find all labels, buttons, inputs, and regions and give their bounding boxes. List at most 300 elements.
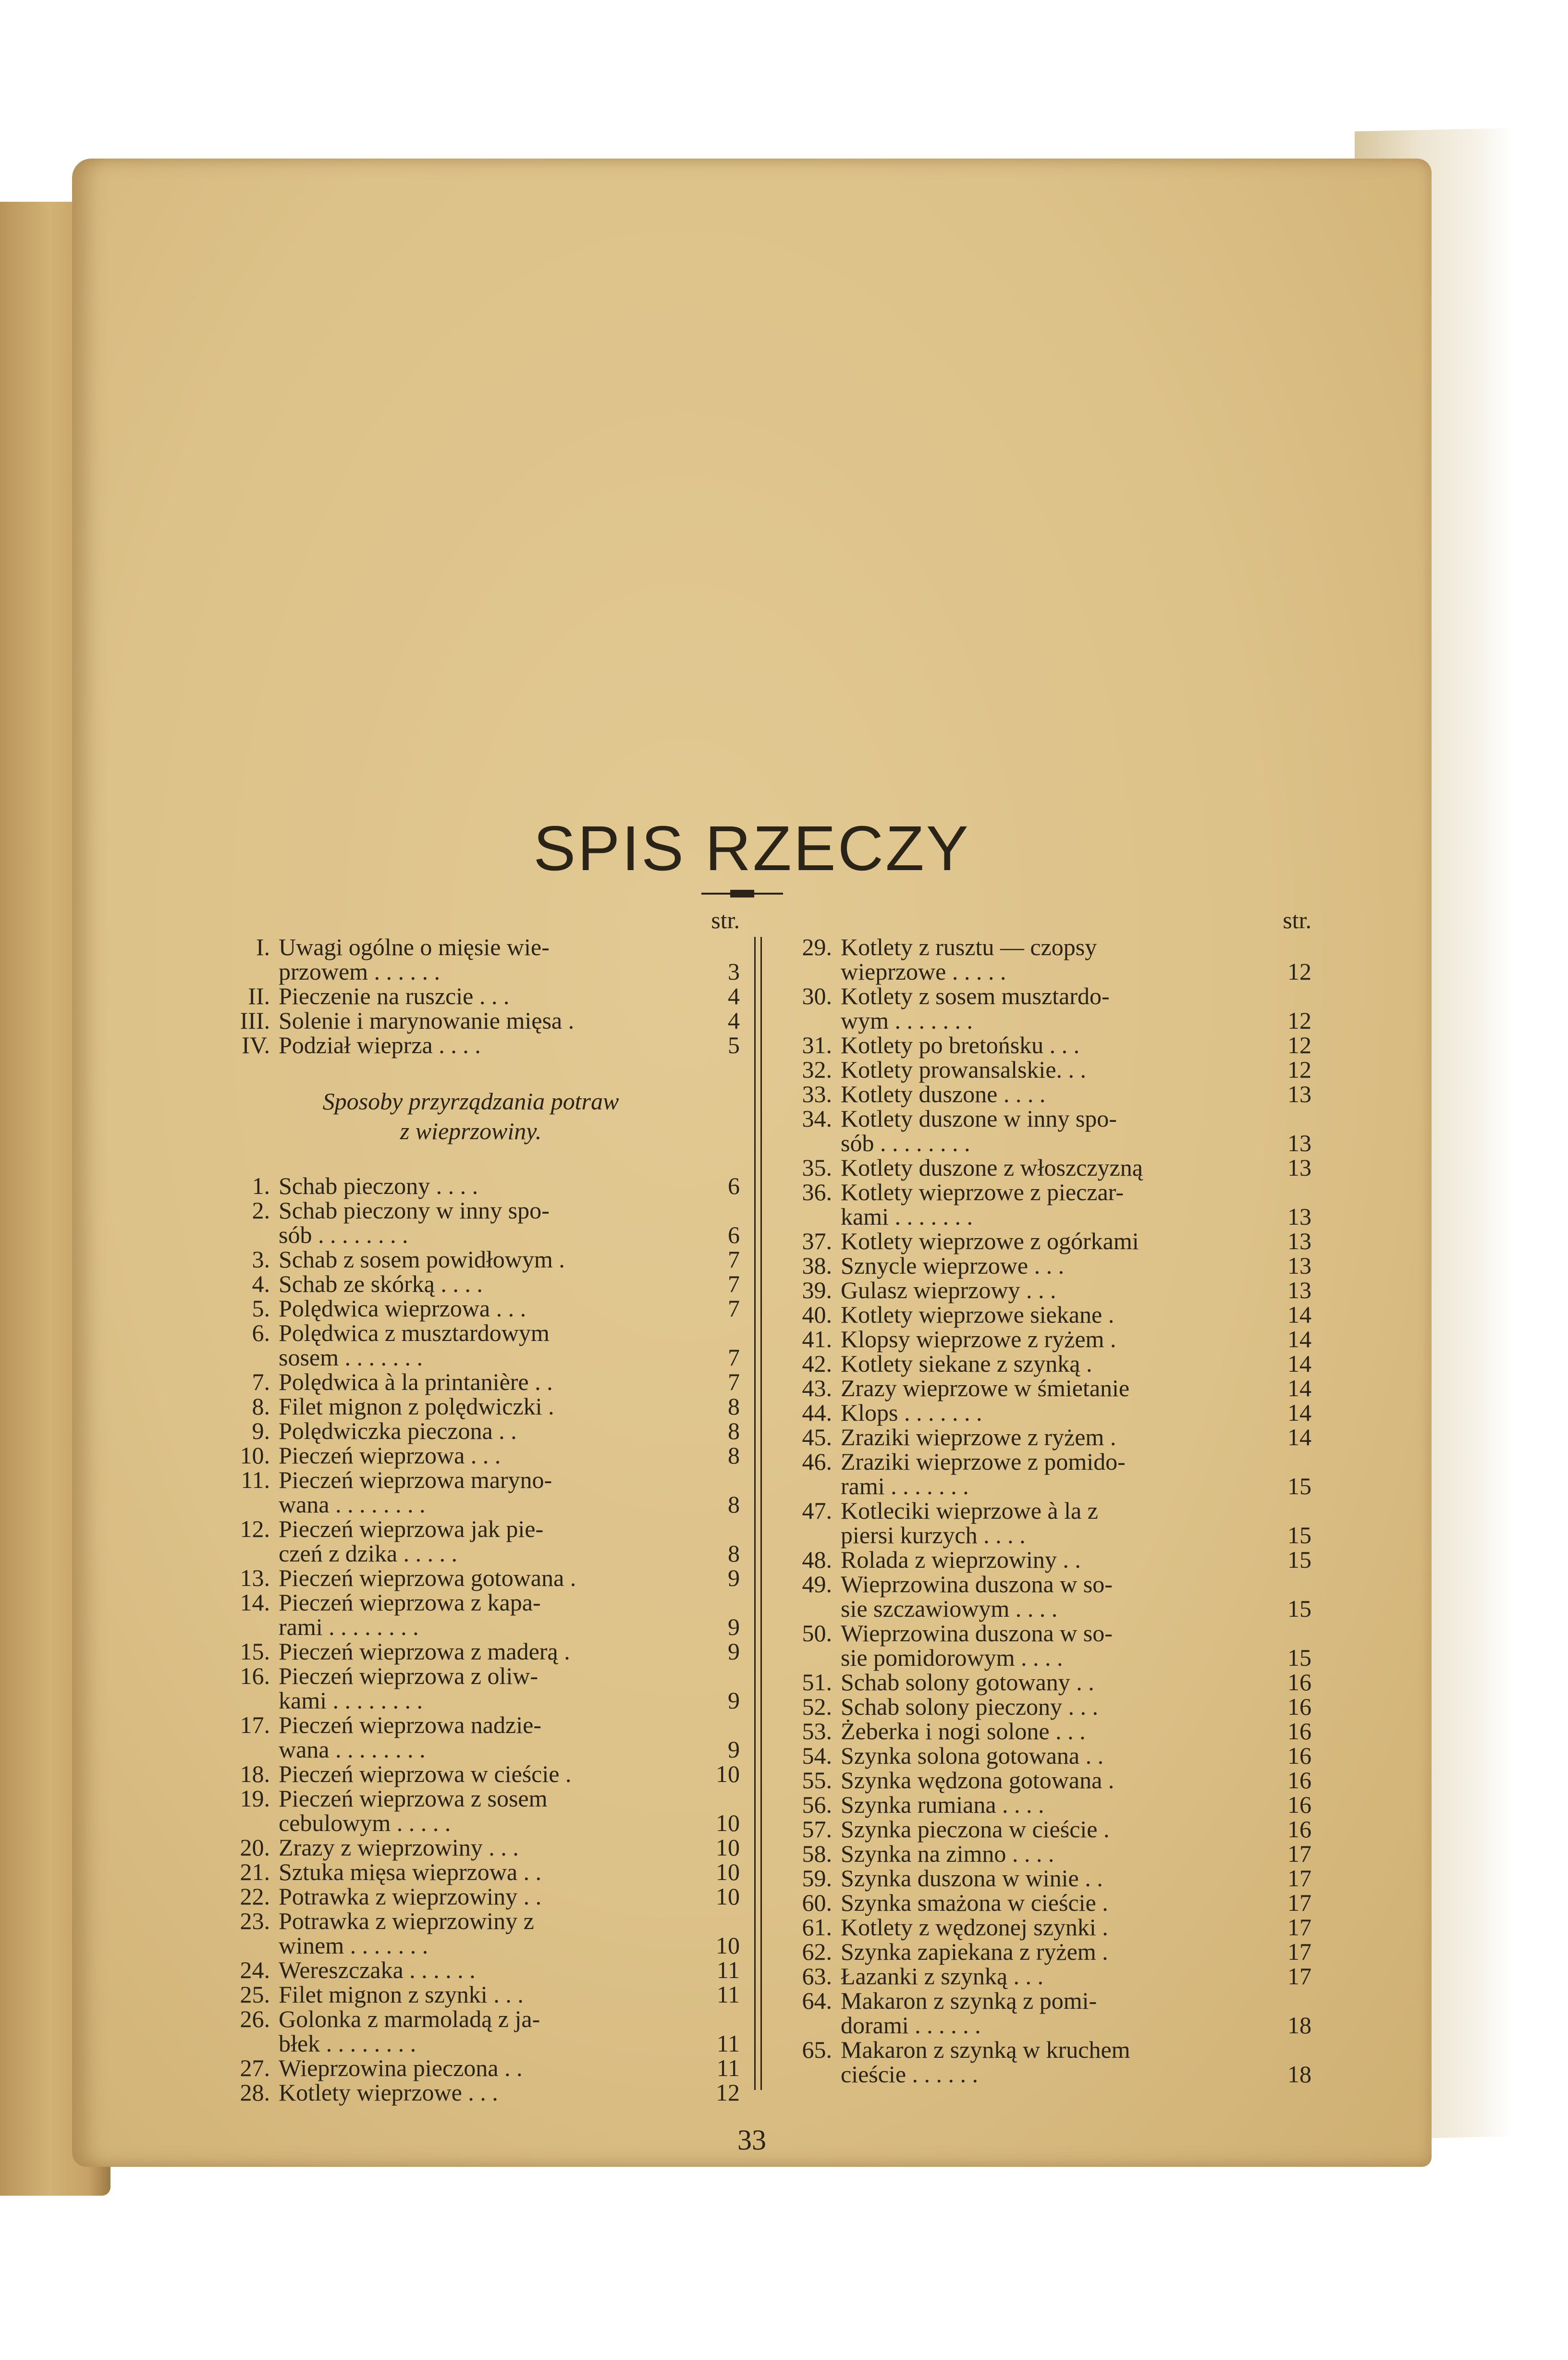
entry-page: 13 [1287, 1277, 1311, 1303]
entry-number: 52. [802, 1693, 832, 1720]
toc-entry [793, 1254, 1311, 1278]
entry-title: Klopsy wieprzowe z ryżem . [841, 1326, 1116, 1352]
toc-entry [793, 2013, 1311, 2038]
entry-number: 63. [802, 1963, 832, 1990]
entry-page: 4 [728, 1007, 740, 1034]
entry-page: 14 [1287, 1326, 1311, 1352]
entry-number: 5. [252, 1295, 270, 1322]
toc-entry [231, 1639, 740, 1664]
entry-page: 13 [1287, 1228, 1311, 1254]
toc-entry [793, 1425, 1311, 1450]
toc-entry [793, 1891, 1311, 1915]
toc-entry [793, 1155, 1311, 1180]
toc-entry [793, 1744, 1311, 1768]
entry-title: Zraziki wieprzowe z pomido- [841, 1448, 1126, 1475]
toc-entry [231, 1174, 740, 1198]
entry-title: Klops . . . . . . . [841, 1399, 982, 1426]
entry-title: Potrawka z wieprzowiny z [279, 1907, 534, 1934]
toc-entry [793, 1033, 1311, 1057]
toc-entry [231, 2007, 740, 2031]
toc-entry [793, 1964, 1311, 1989]
entry-page: 13 [1287, 1081, 1311, 1107]
entry-number: 47. [802, 1497, 832, 1524]
toc-entry [231, 1296, 740, 1321]
entry-page: 15 [1287, 1595, 1311, 1622]
entry-title: Szynka pieczona w cieście . [841, 1816, 1110, 1843]
entry-title: Żeberka i nogi solone . . . [841, 1718, 1086, 1745]
entry-page: 12 [716, 2079, 740, 2106]
recipes-list [793, 935, 1311, 2087]
entry-number: 13. [240, 1564, 270, 1591]
entry-number: 39. [802, 1277, 832, 1303]
toc-entry [793, 1499, 1311, 1523]
entry-number: IV. [242, 1032, 270, 1058]
toc-entry [793, 1205, 1311, 1229]
toc-entry [231, 2056, 740, 2080]
entry-number: 28. [240, 2079, 270, 2106]
entry-title: Kotlety duszone w inny spo- [841, 1105, 1117, 1132]
entry-title: Łazanki z szynką . . . [841, 1963, 1044, 1990]
entry-number: 43. [802, 1375, 832, 1401]
entry-title: Pieczeń wieprzowa gotowana . [279, 1564, 576, 1591]
entry-title: sosem . . . . . . . [279, 1344, 423, 1371]
entry-number: 32. [802, 1056, 832, 1083]
entry-title: Sztuka mięsa wieprzowa . . [279, 1858, 542, 1885]
toc-entry [793, 1572, 1311, 1597]
entry-title: Kotlety po bretońsku . . . [841, 1032, 1080, 1058]
entry-title: Kotlety wieprzowe z pieczar- [841, 1179, 1124, 1205]
toc-entry [231, 1958, 740, 1982]
entry-title: Kotlety siekane z szynką . [841, 1350, 1092, 1377]
entry-title: sób . . . . . . . . [841, 1130, 970, 1156]
entry-page: 7 [728, 1368, 740, 1395]
toc-entry [231, 1321, 740, 1345]
entry-title: kami . . . . . . . [841, 1203, 973, 1230]
entry-title: Makaron z szynką w kruchem [841, 2036, 1130, 2063]
entry-number: 19. [240, 1785, 270, 1812]
entry-page: 15 [1287, 1644, 1311, 1671]
entry-number: 21. [240, 1858, 270, 1885]
entry-title: Pieczeń wieprzowa z sosem [279, 1785, 548, 1812]
entry-title: Schab solony pieczony . . . [841, 1693, 1099, 1720]
entry-number: 45. [802, 1424, 832, 1450]
toc-entry [793, 984, 1311, 1008]
entry-title: Schab z sosem powidłowym . [279, 1246, 565, 1273]
entry-number: 12. [240, 1515, 270, 1542]
toc-entry [793, 1303, 1311, 1327]
toc-entry [793, 1719, 1311, 1744]
entry-number: 31. [802, 1032, 832, 1058]
entry-number: 20. [240, 1834, 270, 1861]
toc-entry [231, 1370, 740, 1394]
entry-page: 16 [1287, 1791, 1311, 1818]
toc-entry [231, 1492, 740, 1517]
entry-title: Golonka z marmoladą z ja- [279, 2005, 540, 2032]
entry-number: 23. [240, 1907, 270, 1934]
entry-number: 60. [802, 1889, 832, 1916]
entry-page: 14 [1287, 1399, 1311, 1426]
toc-entry [231, 1713, 740, 1737]
entry-title: Szynka na zimno . . . . [841, 1840, 1054, 1867]
entry-number: 49. [802, 1571, 832, 1598]
toc-entry [231, 1223, 740, 1247]
entry-number: 35. [802, 1154, 832, 1181]
entry-title: czeń z dzika . . . . . [279, 1540, 458, 1567]
entry-page: 6 [728, 1221, 740, 1248]
entry-page: 5 [728, 1032, 740, 1058]
entry-page: 11 [716, 2054, 740, 2081]
entry-title: Polędwiczka pieczona . . [279, 1417, 517, 1444]
entry-title: rami . . . . . . . [841, 1473, 969, 1500]
entry-page: 7 [728, 1344, 740, 1371]
entry-page: 13 [1287, 1203, 1311, 1230]
page-title: SPIS RZECZY [533, 813, 970, 884]
toc-entry [231, 1247, 740, 1272]
entry-title: Szynka duszona w winie . . [841, 1865, 1103, 1892]
entry-title: Szynka smażona w cieście . [841, 1889, 1108, 1916]
entry-page: 16 [1287, 1669, 1311, 1696]
entry-number: 46. [802, 1448, 832, 1475]
entry-title: Uwagi ogólne o mięsie wie- [279, 934, 550, 960]
entry-title: Kotlety z wędzonej szynki . [841, 1914, 1108, 1941]
entry-title: kami . . . . . . . . [279, 1687, 423, 1714]
entry-page: 17 [1287, 1914, 1311, 1941]
entry-number: 61. [802, 1914, 832, 1941]
entry-number: 17. [240, 1711, 270, 1738]
entry-title: wana . . . . . . . . [279, 1491, 426, 1518]
toc-entry [793, 1082, 1311, 1106]
entry-number: 64. [802, 1987, 832, 2014]
entry-page: 8 [728, 1540, 740, 1567]
toc-entry [231, 1909, 740, 1933]
entry-number: 24. [240, 1956, 270, 1983]
entry-number: 65. [802, 2036, 832, 2063]
toc-entry [231, 1419, 740, 1443]
entry-page: 11 [716, 1981, 740, 2008]
toc-entry [231, 1541, 740, 1566]
entry-number: 9. [252, 1417, 270, 1444]
entry-title: rami . . . . . . . . [279, 1613, 419, 1640]
entry-number: III. [240, 1007, 270, 1034]
entry-page: 12 [1287, 958, 1311, 985]
entry-number: 36. [802, 1179, 832, 1205]
toc-entry [231, 1737, 740, 1762]
entry-page: 7 [728, 1246, 740, 1273]
toc-entry [793, 959, 1311, 984]
entry-page: 4 [728, 983, 740, 1009]
entry-number: 42. [802, 1350, 832, 1377]
entry-page: 13 [1287, 1252, 1311, 1279]
entry-page: 10 [716, 1932, 740, 1959]
entry-title: Kotlety duszone z włoszczyzną [841, 1154, 1143, 1181]
toc-entry [793, 2038, 1311, 2062]
entry-title: Szynka solona gotowana . . [841, 1742, 1104, 1769]
toc-entry [231, 1566, 740, 1590]
entry-title: Kotlety duszone . . . . [841, 1081, 1046, 1107]
entry-number: 53. [802, 1718, 832, 1745]
entry-number: 16. [240, 1662, 270, 1689]
entry-title: cebulowym . . . . . [279, 1809, 451, 1836]
entry-title: Rolada z wieprzowiny . . [841, 1546, 1081, 1573]
entry-title: Schab solony gotowany . . [841, 1669, 1094, 1696]
entry-page: 7 [728, 1295, 740, 1322]
entry-title: Polędwica z musztardowym [279, 1319, 550, 1346]
toc-entry [231, 1272, 740, 1296]
toc-entry [793, 1621, 1311, 1646]
entry-title: Solenie i marynowanie mięsa . [279, 1007, 575, 1034]
entry-title: Kotlety prowansalskie. . . [841, 1056, 1087, 1083]
entry-page: 12 [1287, 1056, 1311, 1083]
entry-number: 59. [802, 1865, 832, 1892]
toc-entry [231, 1394, 740, 1419]
entry-number: 8. [252, 1393, 270, 1420]
entry-title: Makaron z szynką z pomi- [841, 1987, 1097, 2014]
entry-page: 10 [716, 1883, 740, 1910]
entry-page: 15 [1287, 1522, 1311, 1549]
entry-title: sób . . . . . . . . [279, 1221, 408, 1248]
entry-title: Wereszczaka . . . . . . [279, 1956, 476, 1983]
entry-title: Pieczeń wieprzowa jak pie- [279, 1515, 544, 1542]
entry-title: Gulasz wieprzowy . . . [841, 1277, 1056, 1303]
toc-entry [231, 935, 740, 959]
entry-page: 9 [728, 1564, 740, 1591]
entry-number: 7. [252, 1368, 270, 1395]
entry-number: 26. [240, 2005, 270, 2032]
section-heading-line: z wieprzowiny. [400, 1118, 542, 1144]
entry-title: Pieczeń wieprzowa w cieście . [279, 1760, 572, 1787]
toc-entry [793, 1646, 1311, 1670]
toc-entry [793, 1670, 1311, 1695]
toc-entry [231, 1615, 740, 1639]
toc-entry [231, 959, 740, 984]
entry-title: Wieprzowina duszona w so- [841, 1571, 1113, 1598]
title-ornament-rule [701, 893, 783, 895]
entry-page: 17 [1287, 1865, 1311, 1892]
entry-page: 9 [728, 1613, 740, 1640]
entry-title: Pieczeń wieprzowa . . . [279, 1442, 501, 1469]
entry-title: Pieczenie na ruszcie . . . [279, 983, 510, 1009]
entry-page: 12 [1287, 1007, 1311, 1034]
page-column-header: str. [711, 907, 740, 934]
entry-title: Kotlety wieprzowe siekane . [841, 1301, 1115, 1328]
entry-title: cieście . . . . . . [841, 2061, 979, 2088]
entry-title: piersi kurzych . . . . [841, 1522, 1026, 1549]
toc-entry [231, 1835, 740, 1860]
toc-entry [231, 1517, 740, 1541]
toc-entry [231, 1762, 740, 1786]
entry-number: 40. [802, 1301, 832, 1328]
toc-entry [793, 1229, 1311, 1254]
entry-title: Kotlety z sosem musztardo- [841, 983, 1110, 1009]
entry-title: sie szczawiowym . . . . [841, 1595, 1058, 1622]
entry-number: 37. [802, 1228, 832, 1254]
entry-title: dorami . . . . . . [841, 2012, 981, 2039]
entry-title: wieprzowe . . . . . [841, 958, 1006, 985]
entry-page: 10 [716, 1858, 740, 1885]
entry-page: 11 [716, 2030, 740, 2057]
toc-entry [231, 1811, 740, 1835]
entry-number: 48. [802, 1546, 832, 1573]
entry-page: 10 [716, 1834, 740, 1861]
toc-entry [793, 1940, 1311, 1964]
entry-page: 14 [1287, 1301, 1311, 1328]
section-heading [231, 1086, 740, 1146]
toc-entry [793, 1352, 1311, 1376]
toc-entry [793, 1842, 1311, 1866]
toc-entry [793, 1180, 1311, 1205]
entry-number: 15. [240, 1638, 270, 1665]
toc-entry [793, 1866, 1311, 1891]
entry-number: 14. [240, 1589, 270, 1616]
toc-entry [231, 1786, 740, 1811]
toc-entry [231, 1860, 740, 1884]
toc-entry [231, 2031, 740, 2056]
entry-title: Polędwica wieprzowa . . . [279, 1295, 527, 1322]
entry-page: 12 [1287, 1032, 1311, 1058]
toc-entry [793, 1057, 1311, 1082]
entry-title: Schab pieczony w inny spo- [279, 1197, 550, 1224]
entry-title: Kotlety wieprzowe z ogórkami [841, 1228, 1139, 1254]
entry-title: Podział wieprza . . . . [279, 1032, 481, 1058]
entry-page: 16 [1287, 1742, 1311, 1769]
entry-number: 51. [802, 1669, 832, 1696]
toc-entry [231, 1008, 740, 1033]
entry-title: Pieczeń wieprzowa nadzie- [279, 1711, 541, 1738]
entry-number: 29. [802, 934, 832, 960]
entry-number: 22. [240, 1883, 270, 1910]
entry-number: 56. [802, 1791, 832, 1818]
entry-page: 8 [728, 1491, 740, 1518]
entry-number: 55. [802, 1767, 832, 1794]
entry-page: 17 [1287, 1938, 1311, 1965]
entry-number: 4. [252, 1270, 270, 1297]
toc-right-column [793, 908, 1311, 2087]
entry-title: Zraziki wieprzowe z ryżem . [841, 1424, 1116, 1450]
toc-entry [793, 1768, 1311, 1793]
entry-title: błek . . . . . . . . [279, 2030, 416, 2057]
toc-entry [793, 1597, 1311, 1621]
toc-entry [231, 1688, 740, 1713]
toc-entry [793, 1327, 1311, 1352]
entry-title: przowem . . . . . . [279, 958, 441, 985]
toc-entry [231, 1590, 740, 1615]
toc-entry [793, 1817, 1311, 1842]
entry-title: Polędwica à la printanière . . [279, 1368, 553, 1395]
toc-entry [793, 1376, 1311, 1401]
toc-entry [231, 1884, 740, 1909]
entry-number: 25. [240, 1981, 270, 2008]
entry-page: 17 [1287, 1889, 1311, 1916]
toc-entry [793, 935, 1311, 959]
entry-title: Sznycle wieprzowe . . . [841, 1252, 1065, 1279]
entry-title: wana . . . . . . . . [279, 1736, 426, 1763]
toc-entry [793, 1793, 1311, 1817]
toc-entry [231, 1198, 740, 1223]
entry-page: 9 [728, 1736, 740, 1763]
entry-page: 11 [716, 1956, 740, 1983]
entry-title: Kotlety z rusztu — czopsy [841, 934, 1097, 960]
entry-title: Schab ze skórką . . . . [279, 1270, 483, 1297]
entry-page: 18 [1287, 2012, 1311, 2039]
page-number: 33 [737, 2124, 766, 2156]
entry-title: Zrazy wieprzowe w śmietanie [841, 1375, 1130, 1401]
toc-entry [793, 1106, 1311, 1131]
entry-page: 17 [1287, 1840, 1311, 1867]
entry-page: 13 [1287, 1154, 1311, 1181]
entry-number: 44. [802, 1399, 832, 1426]
toc-entry [793, 1450, 1311, 1474]
toc-left-column [231, 908, 740, 2105]
entry-number: 18. [240, 1760, 270, 1787]
entry-number: 57. [802, 1816, 832, 1843]
entry-number: 34. [802, 1105, 832, 1132]
entry-number: 6. [252, 1319, 270, 1346]
entry-title: Pieczeń wieprzowa z maderą . [279, 1638, 570, 1665]
entry-number: 11. [241, 1466, 270, 1493]
entry-number: 1. [252, 1172, 270, 1199]
entry-number: 50. [802, 1620, 832, 1647]
toc-entry [231, 1443, 740, 1468]
entry-title: Szynka wędzona gotowana . [841, 1767, 1115, 1794]
entry-number: 54. [802, 1742, 832, 1769]
entry-title: Wieprzowina pieczona . . [279, 2054, 523, 2081]
entry-title: Filet mignon z szynki . . . [279, 1981, 524, 2008]
toc-entry [231, 1982, 740, 2007]
entry-page: 6 [728, 1172, 740, 1199]
entry-page: 10 [716, 1760, 740, 1787]
entry-page: 14 [1287, 1424, 1311, 1450]
entry-number: 30. [802, 983, 832, 1009]
entry-page: 14 [1287, 1375, 1311, 1401]
entry-number: 2. [252, 1197, 270, 1224]
entry-title: Pieczeń wieprzowa z kapa- [279, 1589, 541, 1616]
entry-number: 3. [252, 1246, 270, 1273]
toc-entry [231, 1468, 740, 1492]
entry-number: 58. [802, 1840, 832, 1867]
entry-page: 16 [1287, 1693, 1311, 1720]
entry-page: 8 [728, 1442, 740, 1469]
entry-number: 41. [802, 1326, 832, 1352]
entry-title: Pieczeń wieprzowa maryno- [279, 1466, 552, 1493]
entry-title: Kotlety wieprzowe . . . [279, 2079, 498, 2106]
entry-page: 16 [1287, 1767, 1311, 1794]
entry-title: Szynka rumiana . . . . [841, 1791, 1044, 1818]
recipes-list [231, 1174, 740, 2105]
entry-page: 14 [1287, 1350, 1311, 1377]
entry-page: 9 [728, 1638, 740, 1665]
toc-entry [231, 1345, 740, 1370]
toc-entry [793, 1548, 1311, 1572]
entry-page: 8 [728, 1417, 740, 1444]
entry-page: 15 [1287, 1546, 1311, 1573]
entry-title: Zrazy z wieprzowiny . . . [279, 1834, 519, 1861]
entry-page: 18 [1287, 2061, 1311, 2088]
book-page [72, 159, 1432, 2167]
column-divider [754, 937, 762, 2090]
entry-page: 17 [1287, 1963, 1311, 1990]
toc-entry [793, 1131, 1311, 1155]
entry-number: 10. [240, 1442, 270, 1469]
toc-entry [793, 1989, 1311, 2013]
entry-title: Kotleciki wieprzowe à la z [841, 1497, 1098, 1524]
toc-entry [231, 1033, 740, 1057]
section-heading-line: Sposoby przyrządzania potraw [322, 1088, 619, 1115]
entry-page: 7 [728, 1270, 740, 1297]
entry-title: sie pomidorowym . . . . [841, 1644, 1063, 1671]
entry-number: 38. [802, 1252, 832, 1279]
entry-page: 13 [1287, 1130, 1311, 1156]
toc-entry [793, 1695, 1311, 1719]
